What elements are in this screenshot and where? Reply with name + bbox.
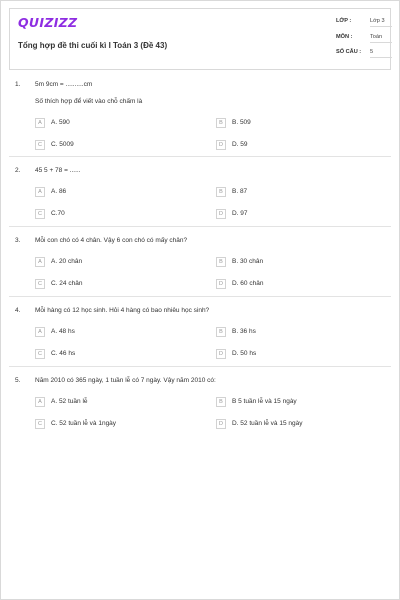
question-4-number: 4. — [15, 307, 21, 314]
question-2-number: 2. — [15, 167, 21, 174]
q3-option-b-box[interactable]: B — [216, 257, 226, 267]
question-3-text: Mỗi con chó có 4 chân. Vậy 6 con chó có mấy chân? — [35, 237, 188, 244]
q3-option-d-text: D. 60 chân — [232, 280, 264, 287]
q4-option-c-box[interactable]: C — [35, 349, 45, 359]
q3-option-a-box[interactable]: A — [35, 257, 45, 267]
q4-option-c-text: C. 46 hs — [51, 350, 76, 357]
q5-option-a-text: A. 52 tuần lễ — [51, 398, 88, 405]
q3-option-a-text: A. 20 chân — [51, 258, 83, 265]
question-divider — [9, 366, 391, 367]
question-4-text: Mỗi hàng có 12 học sinh. Hỏi 4 hàng có bao nhiêu học sinh? — [35, 307, 210, 314]
q1-option-a-text: A. 590 — [51, 119, 70, 126]
worksheet-title: Tổng hợp đề thi cuối kì I Toán 3 (Đề 43) — [18, 41, 168, 50]
q1-option-c-text: C. 5009 — [51, 141, 74, 148]
q3-option-c-box[interactable]: C — [35, 279, 45, 289]
q2-option-a-box[interactable]: A — [35, 187, 45, 197]
question-3-number: 3. — [15, 237, 21, 244]
question-1-text: 5m 9cm = ..........cm — [35, 81, 93, 88]
q4-option-b-text: B. 36 hs — [232, 328, 256, 335]
q4-option-b-box[interactable]: B — [216, 327, 226, 337]
question-divider — [9, 156, 391, 157]
q1-option-a-box[interactable]: A — [35, 118, 45, 128]
q2-option-d-text: D. 97 — [232, 210, 248, 217]
question-count-label: SỐ CÂU : — [336, 49, 362, 55]
q4-option-d-box[interactable]: D — [216, 349, 226, 359]
q3-option-c-text: C. 24 chân — [51, 280, 83, 287]
q4-option-a-box[interactable]: A — [35, 327, 45, 337]
q1-option-c-box[interactable]: C — [35, 140, 45, 150]
q5-option-c-text: C. 52 tuần lễ và 1ngày — [51, 420, 117, 427]
q5-option-c-box[interactable]: C — [35, 419, 45, 429]
q3-option-d-box[interactable]: D — [216, 279, 226, 289]
question-2-text: 45 5 + 78 = ...... — [35, 167, 81, 174]
question-5-text: Năm 2010 có 365 ngày, 1 tuần lễ có 7 ngày. Vậy năm 2010 có: — [35, 377, 216, 384]
question-count-value: 5 — [370, 49, 392, 58]
class-label: LỚP : — [336, 18, 352, 24]
q4-option-a-text: A. 48 hs — [51, 328, 75, 335]
q5-option-a-box[interactable]: A — [35, 397, 45, 407]
q2-option-b-text: B. 87 — [232, 188, 248, 195]
q1-option-b-text: B. 509 — [232, 119, 251, 126]
q2-option-a-text: A. 86 — [51, 188, 67, 195]
q5-option-d-text: D. 52 tuần lễ và 15 ngày — [232, 420, 303, 427]
question-1-number: 1. — [15, 81, 21, 88]
q2-option-c-text: C.70 — [51, 210, 65, 217]
q5-option-d-box[interactable]: D — [216, 419, 226, 429]
q4-option-d-text: D. 50 hs — [232, 350, 257, 357]
q1-option-d-text: D. 59 — [232, 141, 248, 148]
q2-option-c-box[interactable]: C — [35, 209, 45, 219]
q1-option-b-box[interactable]: B — [216, 118, 226, 128]
question-5-number: 5. — [15, 377, 21, 384]
question-divider — [9, 226, 391, 227]
class-value: Lớp 3 — [370, 18, 392, 27]
q5-option-b-box[interactable]: B — [216, 397, 226, 407]
q2-option-b-box[interactable]: B — [216, 187, 226, 197]
subject-value: Toán — [370, 34, 392, 43]
worksheet-header — [9, 8, 391, 70]
q5-option-b-text: B 5 tuần lễ và 15 ngày — [232, 398, 297, 405]
q3-option-b-text: B. 30 chân — [232, 258, 264, 265]
question-1-subtext: Số thích hợp để viết vào chỗ chấm là — [35, 98, 143, 105]
question-divider — [9, 296, 391, 297]
quizizz-logo: QUIZIZZ — [18, 15, 78, 30]
q2-option-d-box[interactable]: D — [216, 209, 226, 219]
subject-label: MÔN : — [336, 34, 353, 40]
q1-option-d-box[interactable]: D — [216, 140, 226, 150]
